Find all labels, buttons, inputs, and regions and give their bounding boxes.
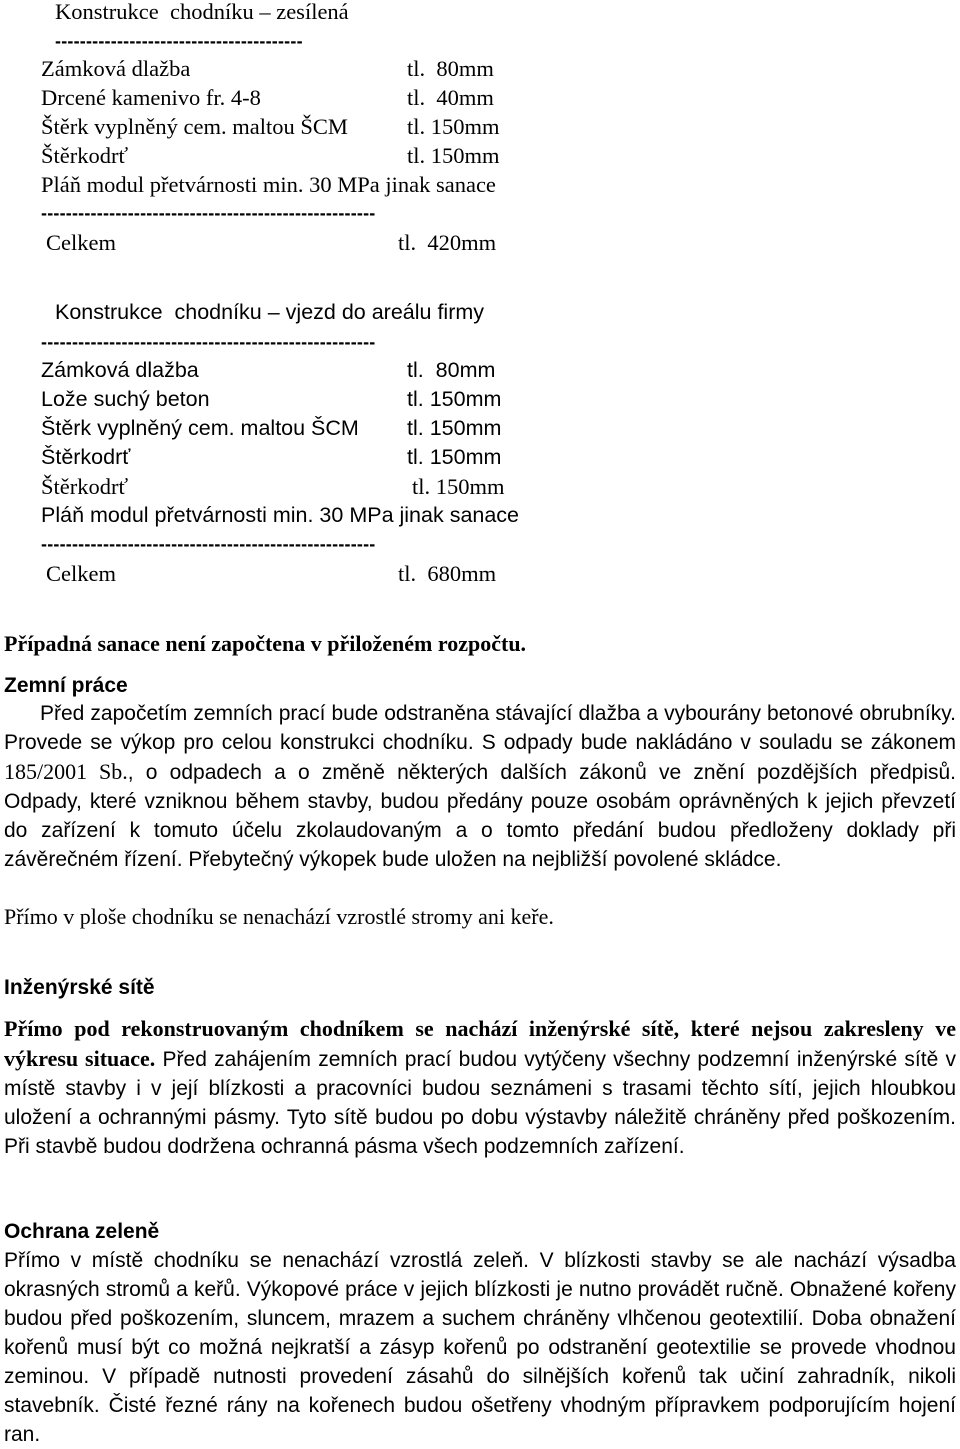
total-value: tl. 680mm [398, 561, 497, 586]
section2-row-2 [41, 414, 502, 443]
zemni-text-c: , o odpadech a o změně některých dalších zákonů ve znění pozdějších předpisů. Odpady, které vzniknou během stavby, budou předány pouze osobám oprávněných k jejich převzetí do zařízení k tomuto účelu zkolaudovaným a o tomto předání budou předloženy doklady při závěrečném řízení. Přebytečný výkopek bude uložen na nejbližší povolené skládce. [4, 761, 956, 871]
row-value: tl. 150mm [407, 416, 502, 440]
row-label: Lože suchý beton [41, 387, 210, 411]
section1-dashes-bottom: ------------------------------------------------------ [41, 203, 376, 223]
row-label: Štěrk vyplněný cem. maltou ŠCM [41, 416, 359, 440]
row-value: tl. 80mm [407, 56, 494, 81]
row-value: tl. 150mm [407, 387, 502, 411]
row-value: tl. 150mm [407, 114, 500, 139]
row-label: Zámková dlažba [41, 56, 191, 81]
site-heading: Inženýrské sítě [4, 976, 155, 999]
section2-dashes-top: ------------------------------------------------------ [41, 332, 376, 352]
section2-total [41, 559, 497, 588]
site-bold-text: Přímo pod rekonstruovaným chodníkem se nachází inženýrské sítě, které nejsou zakresleny ve výkresu situace. [4, 1016, 956, 1071]
row-label: Štěrkodrť [41, 445, 131, 469]
zemni-law-ref: 185/2001 Sb. [4, 759, 128, 784]
zelen-heading: Ochrana zeleně [4, 1220, 160, 1243]
row-value: tl. 150mm [407, 143, 500, 168]
section2-row-1 [41, 385, 502, 414]
section1-row-3 [41, 141, 500, 170]
section2-title: Konstrukce chodníku – vjezd do areálu firmy [55, 300, 485, 324]
row-label: Štěrkodrť [41, 474, 129, 499]
zemni-prace-paragraph [4, 699, 956, 874]
section2-plan: Pláň modul přetvárnosti min. 30 MPa jinak sanace [41, 503, 520, 527]
row-label: Štěrkodrť [41, 143, 129, 168]
row-value: tl. 80mm [407, 358, 496, 382]
row-label: Štěrk vyplněný cem. maltou ŠCM [41, 114, 348, 139]
zemni-trees-paragraph: Přímo v ploše chodníku se nenachází vzrostlé stromy ani keře. [4, 904, 554, 929]
row-value: tl. 150mm [412, 474, 505, 499]
section2-row-0 [41, 356, 496, 385]
total-label: Celkem [46, 561, 116, 586]
site-text: Před zahájením zemních prací budou vytýčeny všechny podzemní inženýrské sítě v místě stavby i v její blízkosti a pracovníci budou seznámeni s trasami těchto sítí, jejich hloubkou uložení a ochrannými pásmy. Tyto sítě budou po dobu výstavby náležitě chráněny před poškozením. Při stavbě budou dodržena ochranná pásma všech podzemních zařízení. [4, 1048, 956, 1158]
section2-row-3 [41, 443, 502, 472]
sanace-note: Případná sanace není započtena v přiloženém rozpočtu. [4, 631, 527, 656]
row-label: Drcené kamenivo fr. 4-8 [41, 85, 261, 110]
section2-row-4 [41, 472, 505, 501]
row-value: tl. 150mm [407, 445, 502, 469]
section1-plan: Pláň modul přetvárnosti min. 30 MPa jinak sanace [41, 172, 496, 197]
zemni-prace-heading: Zemní práce [4, 674, 128, 697]
total-label: Celkem [46, 230, 116, 255]
row-value: tl. 40mm [407, 85, 494, 110]
section1-dashes-top: ---------------------------------------- [55, 31, 303, 51]
row-label: Zámková dlažba [41, 358, 199, 382]
site-paragraph [4, 1014, 956, 1161]
section1-total [41, 228, 497, 257]
section1-row-0 [41, 54, 494, 83]
section1-row-2 [41, 112, 500, 141]
section1-title: Konstrukce chodníku – zesílená [55, 0, 349, 24]
zemni-text-a: Před započetím zemních prací bude odstraněna stávající dlažba a vybourány betonové obrubníky. Provede se výkop pro celou konstrukci chodníku. S odpady bude nakládáno v souladu se zákonem [4, 702, 956, 754]
total-value: tl. 420mm [398, 230, 497, 255]
zelen-paragraph: Přímo v místě chodníku se nenachází vzrostlá zeleň. V blízkosti stavby se ale nachází výsadba okrasných stromů a keřů. Výkopové práce v jejich blízkosti je nutno provádět ručně. Obnažené kořeny budou před poškozením, sluncem, mrazem a suchem chráněny vlhčenou geotextilií. Doba obnažení kořenů musí být co možná nejkratší a zásyp kořenů po odstranění geotextilie se provede vhodnou zeminou. V případě nutnosti provedení zásahů do silnějších kořenů tak učiní zahradník, nikoli stavebník. Čisté řezné rány na kořenech budou ošetřeny vhodným přípravkem podporujícím hojení ran. [4, 1249, 956, 1446]
section1-row-1 [41, 83, 494, 112]
section2-dashes-bottom: ------------------------------------------------------ [41, 534, 376, 554]
